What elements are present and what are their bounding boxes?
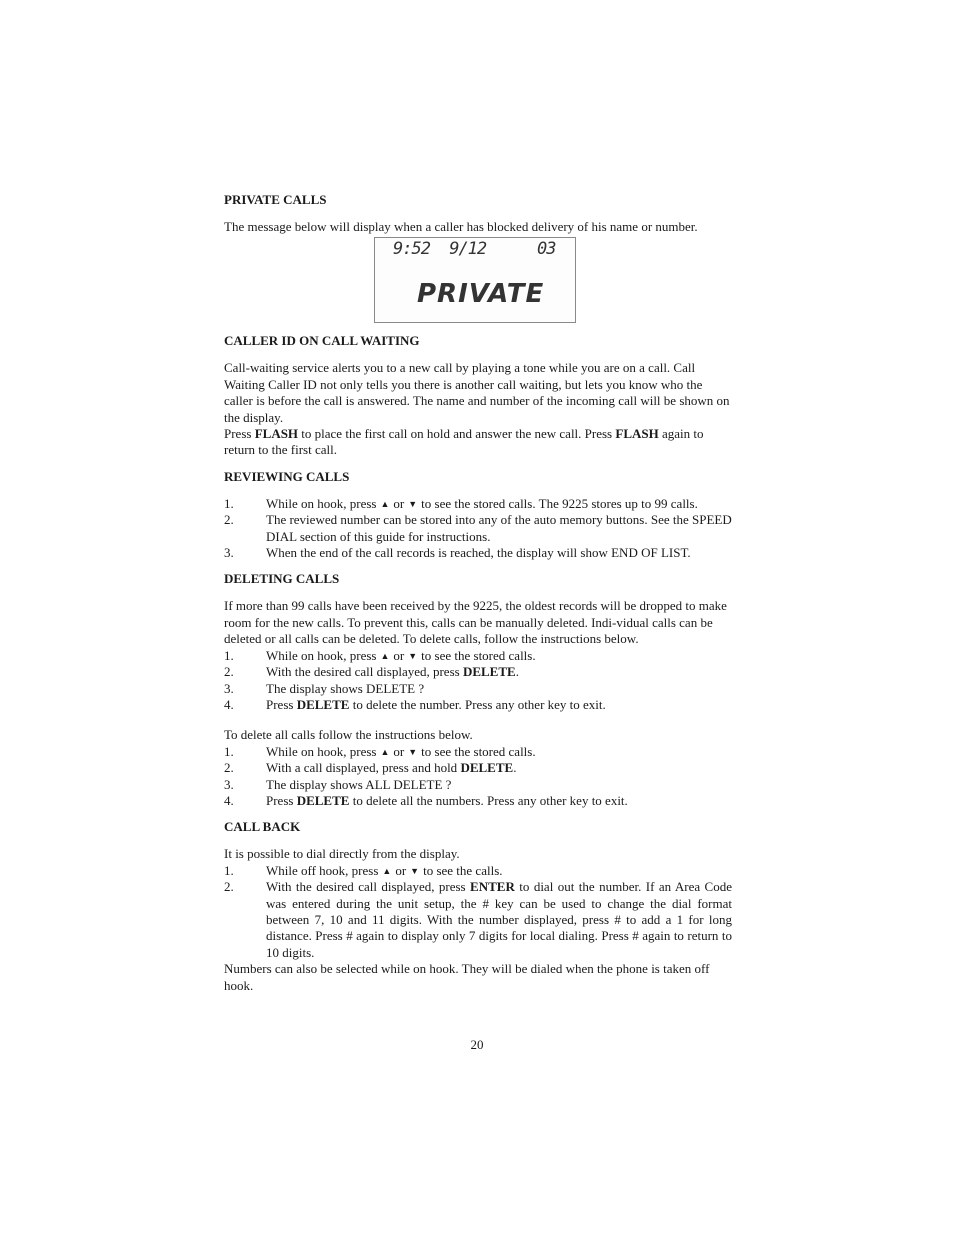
down-arrow-icon: ▼ <box>408 498 418 509</box>
up-arrow-icon: ▲ <box>380 746 390 757</box>
call-back-steps <box>224 863 732 961</box>
section-call-waiting <box>224 333 732 458</box>
lcd-display-private <box>374 237 576 323</box>
heading-call-back: CALL BACK <box>224 819 301 835</box>
list-item: 4. Press DELETE to delete all the numbers. Press any other key to exit. <box>224 792 628 808</box>
list-item: 1. While on hook, press ▲ or ▼ to see the stored calls. <box>224 647 536 663</box>
list-item: 1. While on hook, press ▲ or ▼ to see the stored calls. The 9225 stores up to 99 calls. <box>224 495 698 511</box>
up-arrow-icon: ▲ <box>380 650 390 661</box>
deleting-steps <box>224 648 732 714</box>
list-item: 2. With the desired call displayed, press DELETE. <box>224 664 519 680</box>
call-back-footer-text: Numbers can also be selected while on hook. They will be dialed when the phone is taken off hook. <box>224 961 710 993</box>
down-arrow-icon: ▼ <box>410 865 420 876</box>
section-call-back <box>224 819 732 994</box>
list-item: 2. With the desired call displayed, press ENTER to dial out the number. If an Area Code was entered during the unit setup, the # key can be used to change the dial format between 7, 10 and 11 digits. With the number displayed, press # to add a 1 for long distance. Press # again to display only 7 digits for local dialing. Press # again to return to 10 digits. <box>224 879 732 960</box>
deleting-calls-text: If more than 99 calls have been received by the 9225, the oldest records will be dropped to make room for the new calls. To prevent this, calls can be manually deleted. Indi-vidual calls can be deleted or all calls can be deleted. To delete calls, follow the instructions below. <box>224 598 727 647</box>
lcd-count: 03 <box>537 239 556 260</box>
page-number: 20 <box>470 1037 484 1052</box>
section-reviewing-calls <box>224 469 732 562</box>
list-item: 1. While off hook, press ▲ or ▼ to see the calls. <box>224 862 503 878</box>
flash-key: FLASH <box>254 426 299 442</box>
list-item: 3. The display shows ALL DELETE ? <box>224 776 452 792</box>
call-waiting-text: Call-waiting service alerts you to a new call by playing a tone while you are on a call. Call Waiting Caller ID not only tells you there is another call waiting, but lets you know who the caller is before the call is answered. The name and number of the incoming call will be shown on the display. <box>224 360 730 425</box>
list-item: 3. When the end of the call records is reached, the display will show END OF LIST. <box>224 545 691 561</box>
delete-key: DELETE <box>462 664 516 680</box>
call-back-text: It is possible to dial directly from the display. <box>224 846 460 862</box>
list-item: 2. With a call displayed, press and hold DELETE. <box>224 760 517 776</box>
heading-deleting-calls: DELETING CALLS <box>224 571 340 587</box>
flash-key: FLASH <box>615 426 659 442</box>
down-arrow-icon: ▼ <box>408 746 418 757</box>
list-item: 2. The reviewed number can be stored into any of the auto memory buttons. See the SPEED DIAL section of this guide for instructions. <box>224 512 732 544</box>
down-arrow-icon: ▼ <box>408 650 418 661</box>
section-private-calls <box>224 192 732 323</box>
page-content <box>224 192 732 1004</box>
private-calls-text: The message below will display when a caller has blocked delivery of his name or number. <box>224 219 698 234</box>
delete-all-text: To delete all calls follow the instructions below. <box>224 727 473 743</box>
delete-key: DELETE <box>296 696 350 712</box>
up-arrow-icon: ▲ <box>382 865 392 876</box>
up-arrow-icon: ▲ <box>380 498 390 509</box>
delete-key: DELETE <box>296 792 350 808</box>
section-deleting-calls <box>224 571 732 809</box>
reviewing-steps <box>224 496 732 562</box>
call-waiting-flash-text: Press FLASH to place the first call on hold and answer the new call. Press FLASH again to return to the first call. <box>224 426 704 458</box>
list-item: 3. The display shows DELETE ? <box>224 680 425 696</box>
lcd-message: PRIVATE <box>417 279 545 310</box>
heading-call-waiting: CALLER ID ON CALL WAITING <box>224 333 420 349</box>
delete-all-steps <box>224 744 732 810</box>
lcd-date: 9/12 <box>449 239 487 260</box>
lcd-time: 9:52 <box>393 239 430 260</box>
list-item: 4. Press DELETE to delete the number. Press any other key to exit. <box>224 696 606 712</box>
heading-private-calls: PRIVATE CALLS <box>224 192 327 207</box>
enter-key: ENTER <box>470 879 515 895</box>
delete-key: DELETE <box>460 760 514 776</box>
lcd-top-line <box>393 239 556 260</box>
list-item: 1. While on hook, press ▲ or ▼ to see the stored calls. <box>224 743 536 759</box>
heading-reviewing-calls: REVIEWING CALLS <box>224 468 350 484</box>
